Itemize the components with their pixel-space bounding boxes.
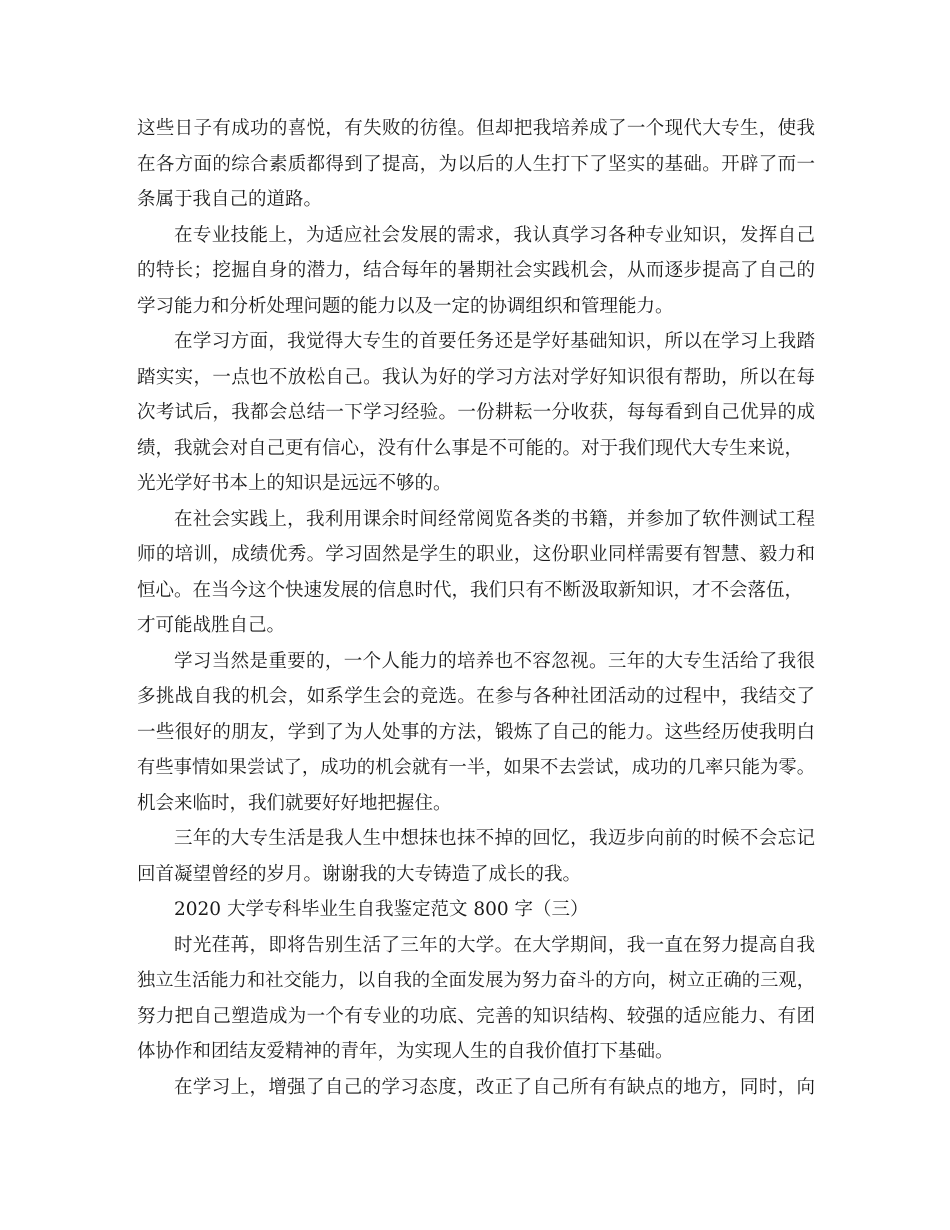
text-line: 在各方面的综合素质都得到了提高，为以后的人生打下了坚实的基础。开辟了而一 — [137, 153, 815, 175]
text-line: 独立生活能力和社交能力，以自我的全面发展为努力奋斗的方向，树立正确的三观， — [137, 970, 815, 991]
text-line: 条属于我自己的道路。 — [137, 189, 323, 210]
text-line: 一些很好的朋友，学到了为人处事的方法，锻炼了自己的能力。这些经历使我明白 — [137, 721, 815, 743]
text-line: 这些日子有成功的喜悦，有失败的彷徨。但却把我培养成了一个现代大专生，使我 — [137, 118, 815, 139]
text-line: 师的培训，成绩优秀。学习固然是学生的职业，这份职业同样需要有智慧、毅力和 — [137, 544, 815, 565]
text-line: 在学习方面，我觉得大专生的首要任务还是学好基础知识，所以在学习上我踏 — [174, 331, 815, 352]
text-line: 体协作和团结友爱精神的青年，为实现人生的自我价值打下基础。 — [137, 1041, 674, 1062]
text-line: 光光学好书本上的知识是远远不够的。 — [137, 473, 452, 494]
text-line: 学习当然是重要的，一个人能力的培养也不容忽视。三年的大专生活给了我很 — [174, 650, 815, 672]
document-body — [137, 111, 815, 1105]
text-line: 恒心。在当今这个快速发展的信息时代，我们只有不断汲取新知识，才不会落伍， — [137, 579, 804, 601]
text-line: 有些事情如果尝试了，成功的机会就有一半，如果不去尝试，成功的几率只能为零。 — [137, 757, 815, 778]
text-line: 绩，我就会对自己更有信心，没有什么事是不可能的。对于我们现代大专生来说， — [137, 437, 804, 459]
text-line: 回首凝望曾经的岁月。谢谢我的大专铸造了成长的我。 — [137, 863, 582, 885]
text-line: 次考试后，我都会总结一下学习经验。一份耕耘一分收获，每每看到自己优异的成 — [137, 402, 815, 423]
text-line: 在学习上，增强了自己的学习态度，改正了自己所有有缺点的地方，同时，向 — [174, 1076, 815, 1098]
text-line: 才可能战胜自己。 — [137, 615, 286, 636]
text-line: 在社会实践上，我利用课余时间经常阅览各类的书籍，并参加了软件测试工程 — [174, 508, 815, 530]
text-line: 学习能力和分析处理问题的能力以及一定的协调组织和管理能力。 — [137, 295, 674, 317]
text-line: 三年的大专生活是我人生中想抹也抹不掉的回忆，我迈步向前的时候不会忘记 — [174, 828, 815, 849]
text-line: 时光荏苒，即将告别生活了三年的大学。在大学期间，我一直在努力提高自我 — [174, 934, 815, 956]
text-line: 多挑战自我的机会，如系学生会的竞选。在参与各种社团活动的过程中，我结交了 — [137, 686, 815, 707]
text-line: 的特长；挖掘自身的潜力，结合每年的暑期社会实践机会，从而逐步提高了自己的 — [137, 260, 815, 281]
text-line: 踏实实，一点也不放松自己。我认为好的学习方法对学好知识很有帮助，所以在每 — [137, 366, 815, 388]
text-line: 努力把自己塑造成为一个有专业的功底、完善的知识结构、较强的适应能力、有团 — [137, 1005, 815, 1027]
text-line: 2020 大学专科毕业生自我鉴定范文 800 字（三） — [174, 899, 589, 920]
text-line: 在专业技能上，为适应社会发展的需求，我认真学习各种专业知识，发挥自己 — [174, 224, 815, 246]
text-line: 机会来临时，我们就要好好地把握住。 — [137, 792, 452, 814]
